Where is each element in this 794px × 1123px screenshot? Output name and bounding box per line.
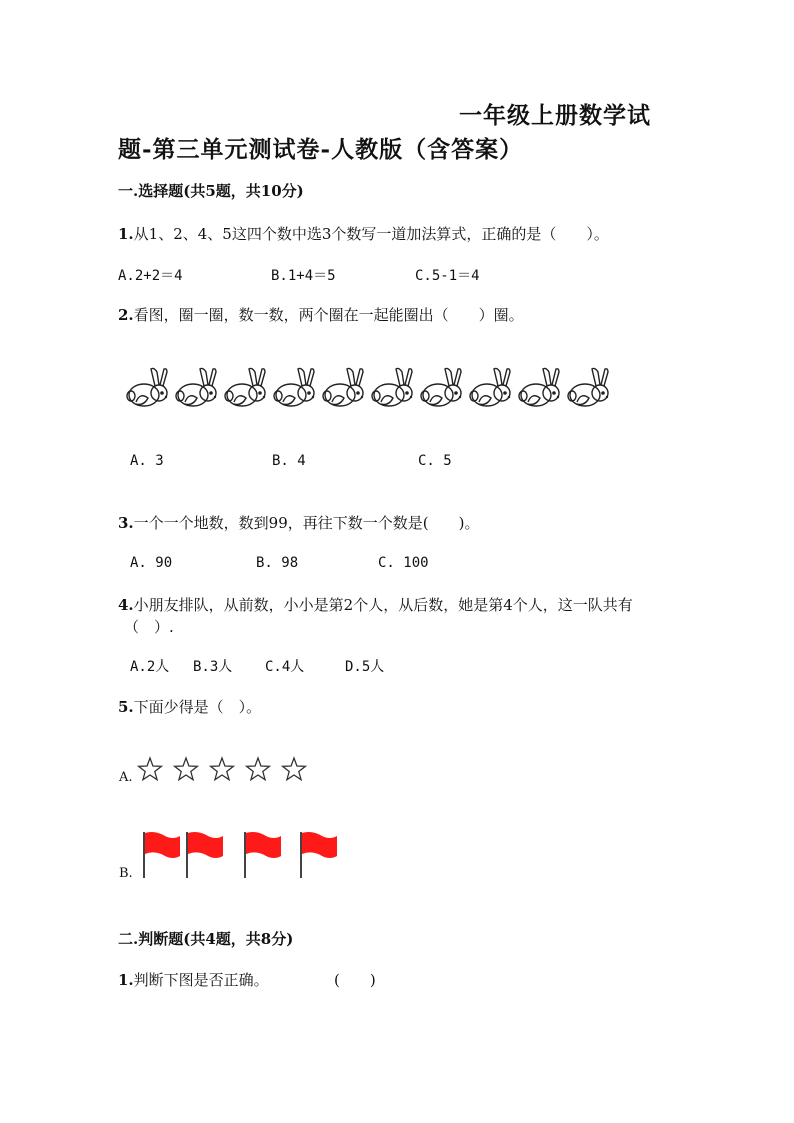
- question-5: [118, 696, 261, 717]
- question-3: [118, 512, 479, 533]
- title-line-1: 一年级上册数学试: [459, 102, 651, 129]
- judge-answer-bracket: ( ): [334, 971, 376, 989]
- q5-option-a-label: A.: [119, 770, 133, 785]
- question-text: 一个一个地数，数到99，再往下数一个数是( )。: [133, 514, 480, 532]
- rabbit-icon: [274, 368, 314, 406]
- q1-option-a: A.2+2＝4: [118, 268, 183, 284]
- star-icon: [247, 758, 270, 780]
- q4-option-a: A.2人: [130, 659, 170, 675]
- question-text-line-1: 小朋友排队，从前数，小小是第2个人，从后数，她是第4个人，这一队共有: [133, 596, 633, 614]
- question-number: 2.: [118, 306, 134, 324]
- judge-question-1: [118, 969, 269, 990]
- question-text: 从1、2、4、5这四个数中选3个数写一道加法算式，正确的是（ ）。: [133, 225, 609, 243]
- star-icon: [175, 758, 198, 780]
- red-flag-icon: [187, 832, 223, 878]
- star-icon: [139, 758, 162, 780]
- q3-option-c: C. 100: [378, 555, 429, 571]
- rabbit-icon: [421, 368, 461, 406]
- red-flag-icon: [301, 832, 337, 878]
- q3-option-b: B. 98: [256, 555, 299, 571]
- section-heading-choice: 一.选择题(共5题，共10分): [118, 182, 304, 200]
- section-heading-judge: 二.判断题(共4题，共8分): [118, 930, 294, 948]
- q2-option-a: A. 3: [130, 453, 164, 469]
- question-1: [118, 223, 609, 244]
- q3-option-a: A. 90: [130, 555, 173, 571]
- q1-option-c: C.5-1＝4: [415, 268, 480, 284]
- q2-option-c: C. 5: [418, 453, 452, 469]
- red-flag-icon: [245, 832, 281, 878]
- question-number: 3.: [118, 514, 134, 532]
- question-text: 判断下图是否正确。: [133, 971, 269, 989]
- question-text: 下面少得是（ ）。: [133, 698, 262, 716]
- q4-option-d: D.5人: [345, 659, 385, 675]
- q4-option-b: B.3人: [193, 659, 233, 675]
- stars-illustration: [136, 756, 316, 784]
- question-number: 1.: [118, 971, 134, 989]
- rabbit-icon: [176, 368, 216, 406]
- rabbit-icon: [568, 368, 608, 406]
- q4-option-c: C.4人: [265, 659, 305, 675]
- rabbit-icon: [127, 368, 167, 406]
- question-number: 1.: [118, 225, 134, 243]
- q2-option-b: B. 4: [272, 453, 306, 469]
- red-flag-icon: [144, 832, 180, 878]
- q1-option-b: B.1+4＝5: [271, 268, 336, 284]
- question-number: 4.: [118, 596, 134, 614]
- flags-illustration: [140, 830, 345, 880]
- rabbit-icon: [519, 368, 559, 406]
- q5-option-b-label: B.: [119, 866, 133, 881]
- title-line-2: 题-第三单元测试卷-人教版（含答案）: [118, 136, 524, 163]
- rabbit-illustration: [124, 366, 620, 410]
- question-4-line-2: （ ）.: [124, 618, 174, 636]
- rabbit-icon: [323, 368, 363, 406]
- question-text: 看图，圈一圈，数一数，两个圈在一起能圈出（ ）圈。: [133, 306, 524, 324]
- star-icon: [283, 758, 306, 780]
- question-4: [118, 594, 633, 615]
- rabbit-icon: [470, 368, 510, 406]
- star-icon: [211, 758, 234, 780]
- rabbit-icon: [225, 368, 265, 406]
- question-number: 5.: [118, 698, 134, 716]
- question-2: [118, 304, 524, 325]
- rabbit-icon: [372, 368, 412, 406]
